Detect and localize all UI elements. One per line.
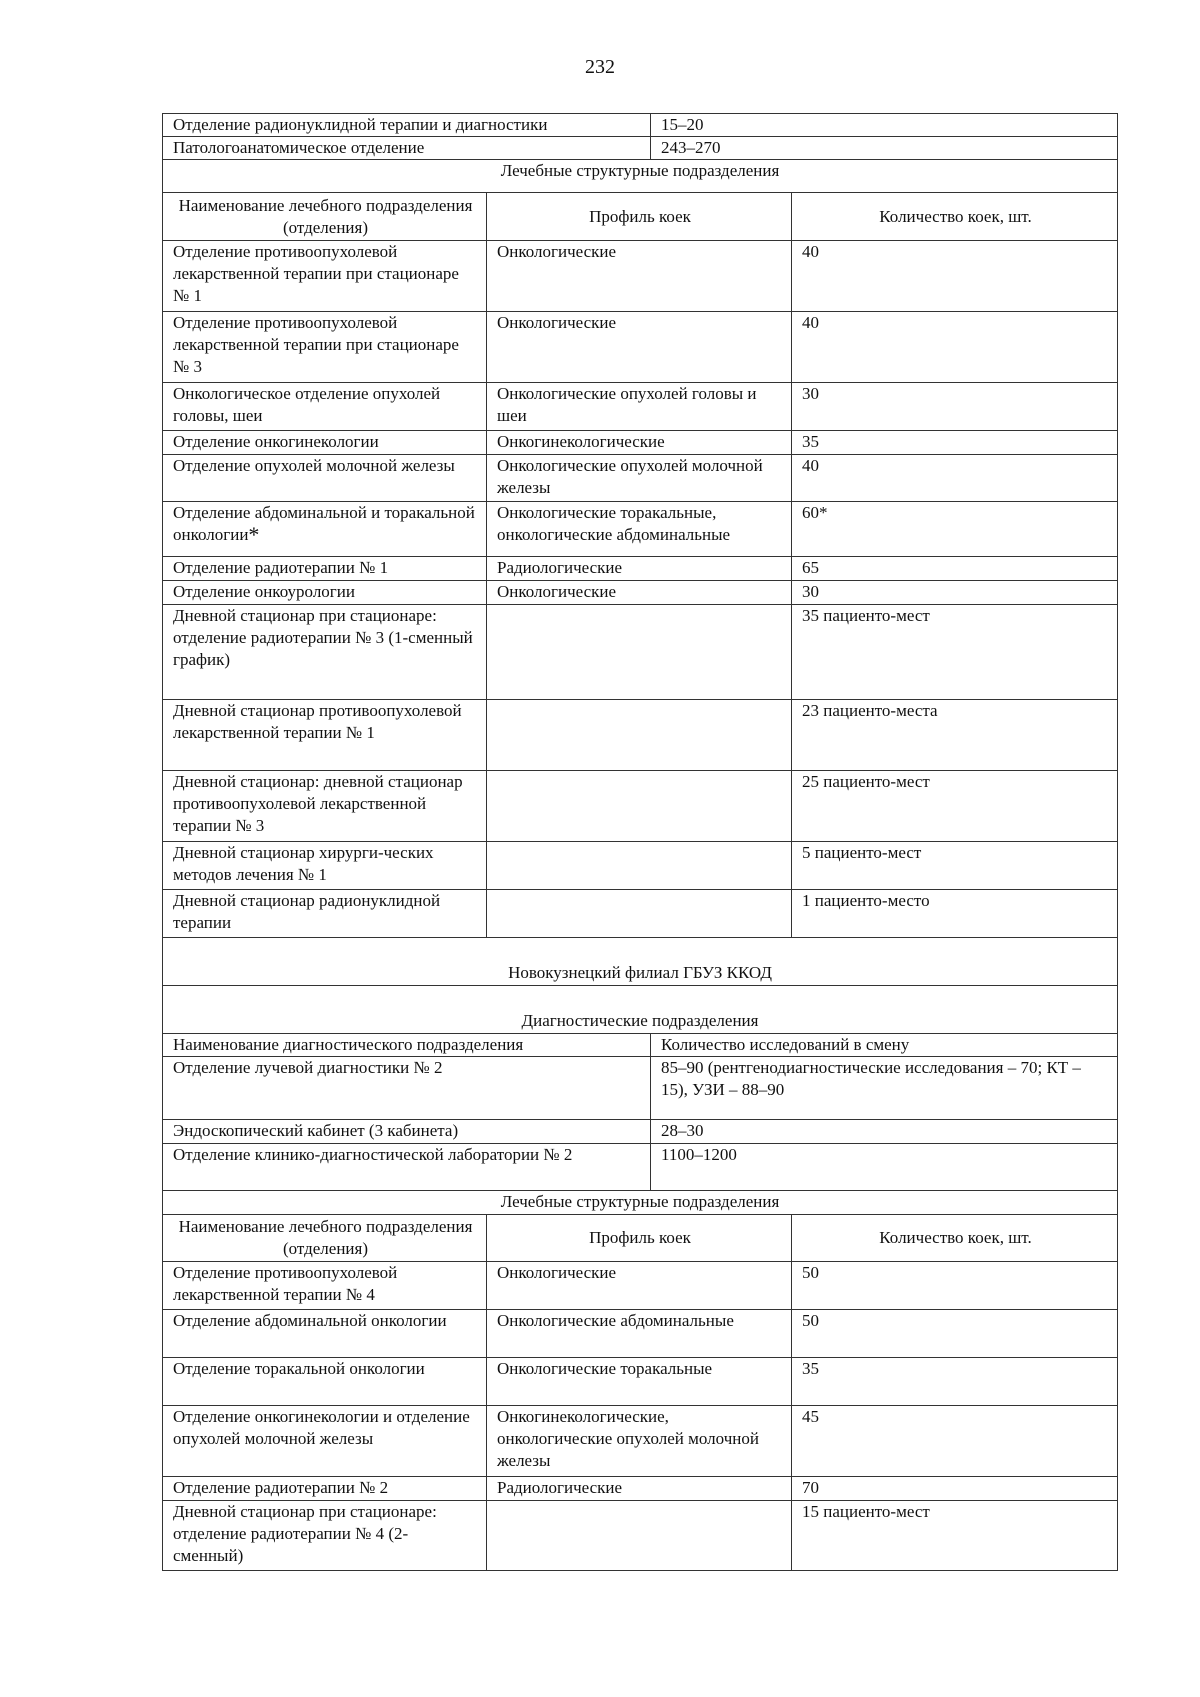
- bed-count: 25 пациенто-мест: [792, 771, 1118, 842]
- unit-value: 243–270: [651, 137, 1118, 160]
- unit-name: Отделение радионуклидной терапии и диагностики: [163, 114, 651, 137]
- table-row: [163, 1057, 1118, 1120]
- bed-profile: Радиологические: [487, 557, 792, 581]
- table-row: [163, 1310, 1118, 1358]
- bed-count: 65: [792, 557, 1118, 581]
- section-title-row: [163, 986, 1118, 1034]
- table-row: [163, 1144, 1118, 1191]
- table-row: [163, 1262, 1118, 1310]
- section-title-row: [163, 1191, 1118, 1215]
- bed-count: 50: [792, 1310, 1118, 1358]
- table-row: [163, 842, 1118, 890]
- bed-profile: Онкологические: [487, 312, 792, 383]
- unit-name: Отделение радиотерапии № 2: [163, 1477, 487, 1501]
- unit-name: Отделение онкогинекологии и отделение опухолей молочной железы: [163, 1406, 487, 1477]
- header-row: [163, 1215, 1118, 1262]
- diagnostic-name: Эндоскопический кабинет (3 кабинета): [163, 1120, 651, 1144]
- unit-name: Отделение противоопухолевой лекарственной терапии при стационаре № 1: [163, 241, 487, 312]
- bed-count: 1 пациенто-место: [792, 890, 1118, 938]
- bed-count: 40: [792, 241, 1118, 312]
- table-row: [163, 137, 1118, 160]
- unit-name: Отделение опухолей молочной железы: [163, 455, 487, 502]
- section-title-row: [163, 160, 1118, 193]
- table-row: [163, 1477, 1118, 1501]
- bed-count: 30: [792, 383, 1118, 431]
- bed-profile: Онкологические опухолей молочной железы: [487, 455, 792, 502]
- column-header-diagnostic-name: Наименование диагностического подразделения: [163, 1034, 651, 1057]
- bed-count: 40: [792, 312, 1118, 383]
- unit-name: Отделение абдоминальной и торакальной онкологии: [173, 503, 475, 544]
- table-row: [163, 114, 1118, 137]
- column-header-name: Наименование лечебного подразделения (отделения): [163, 193, 487, 241]
- table-row: [163, 431, 1118, 455]
- bed-profile: [487, 771, 792, 842]
- table-row: [163, 455, 1118, 502]
- bed-count: 40: [792, 455, 1118, 502]
- diagnostic-name: Отделение лучевой диагностики № 2: [163, 1057, 651, 1120]
- bed-profile: [487, 1501, 792, 1571]
- bed-profile: Онкогинекологические, онкологические опухолей молочной железы: [487, 1406, 792, 1477]
- bed-profile: Онкологические торакальные: [487, 1358, 792, 1406]
- diagnostic-value: 28–30: [651, 1120, 1118, 1144]
- unit-name-cell: [163, 502, 487, 557]
- page-number: 232: [585, 56, 615, 78]
- table-row: [163, 605, 1118, 700]
- unit-name: Дневной стационар противоопухолевой лекарственной терапии № 1: [163, 700, 487, 771]
- unit-name: Дневной стационар при стационаре: отделение радиотерапии № 3 (1-сменный график): [163, 605, 487, 700]
- unit-name: Дневной стационар хирурги-ческих методов лечения № 1: [163, 842, 487, 890]
- footnote-marker: *: [248, 522, 260, 547]
- header-row: [163, 1034, 1118, 1057]
- unit-name: Дневной стационар радионуклидной терапии: [163, 890, 487, 938]
- table-row: [163, 771, 1118, 842]
- column-header-count: Количество коек, шт.: [792, 193, 1118, 241]
- table-row: [163, 312, 1118, 383]
- diagnostic-section-title: Диагностические подразделения: [163, 986, 1118, 1034]
- unit-name: Отделение противоопухолевой лекарственной терапии при стационаре № 3: [163, 312, 487, 383]
- table-row: [163, 1406, 1118, 1477]
- bed-profile: [487, 605, 792, 700]
- diagnostic-value: 85–90 (рентгенодиагностические исследования – 70; КТ – 15), УЗИ – 88–90: [651, 1057, 1118, 1120]
- bed-count: 50: [792, 1262, 1118, 1310]
- unit-name: Отделение онкоурологии: [163, 581, 487, 605]
- bed-count: 70: [792, 1477, 1118, 1501]
- bed-profile: Онкологические торакальные, онкологические абдоминальные: [487, 502, 792, 557]
- table-row: [163, 890, 1118, 938]
- branch-title: Новокузнецкий филиал ГБУЗ ККОД: [163, 938, 1118, 986]
- unit-name: Онкологическое отделение опухолей головы, шеи: [163, 383, 487, 431]
- table-row: [163, 1501, 1118, 1571]
- header-row: [163, 193, 1118, 241]
- bed-profile: Радиологические: [487, 1477, 792, 1501]
- table-row: [163, 1358, 1118, 1406]
- bed-profile: [487, 700, 792, 771]
- bed-profile: Онкологические опухолей головы и шеи: [487, 383, 792, 431]
- bed-count: 35: [792, 431, 1118, 455]
- bed-count: 45: [792, 1406, 1118, 1477]
- column-header-diagnostic-count: Количество исследований в смену: [651, 1034, 1118, 1057]
- table-row: [163, 700, 1118, 771]
- bed-profile: [487, 890, 792, 938]
- bed-count: 5 пациенто-мест: [792, 842, 1118, 890]
- bed-profile: Онкологические: [487, 241, 792, 312]
- diagnostic-value: 1100–1200: [651, 1144, 1118, 1191]
- column-header-count: Количество коек, шт.: [792, 1215, 1118, 1262]
- branch-title-row: [163, 938, 1118, 986]
- bed-count: 23 пациенто-места: [792, 700, 1118, 771]
- bed-count: 15 пациенто-мест: [792, 1501, 1118, 1571]
- bed-profile: [487, 842, 792, 890]
- bed-capacity-table: [162, 113, 1118, 1571]
- bed-count: 35 пациенто-мест: [792, 605, 1118, 700]
- unit-name: Отделение онкогинекологии: [163, 431, 487, 455]
- unit-name: Дневной стационар: дневной стационар противоопухолевой лекарственной терапии № 3: [163, 771, 487, 842]
- unit-name: Отделение радиотерапии № 1: [163, 557, 487, 581]
- unit-name: Дневной стационар при стационаре: отделение радиотерапии № 4 (2-сменный): [163, 1501, 487, 1571]
- unit-name: Отделение торакальной онкологии: [163, 1358, 487, 1406]
- bed-profile: Онкологические: [487, 1262, 792, 1310]
- section-title: Лечебные структурные подразделения: [163, 1191, 1118, 1215]
- bed-profile: Онкогинекологические: [487, 431, 792, 455]
- table-row: [163, 557, 1118, 581]
- column-header-name: Наименование лечебного подразделения (отделения): [163, 1215, 487, 1262]
- bed-count: 60*: [792, 502, 1118, 557]
- table-row: [163, 581, 1118, 605]
- bed-count: 30: [792, 581, 1118, 605]
- section-title: Лечебные структурные подразделения: [163, 160, 1118, 193]
- unit-name: Отделение противоопухолевой лекарственной терапии № 4: [163, 1262, 487, 1310]
- bed-profile: Онкологические: [487, 581, 792, 605]
- unit-name: Патологоанатомическое отделение: [163, 137, 651, 160]
- column-header-profile: Профиль коек: [487, 193, 792, 241]
- diagnostic-name: Отделение клинико-диагностической лаборатории № 2: [163, 1144, 651, 1191]
- table-row: [163, 502, 1118, 557]
- table-row: [163, 383, 1118, 431]
- column-header-profile: Профиль коек: [487, 1215, 792, 1262]
- unit-value: 15–20: [651, 114, 1118, 137]
- table-row: [163, 241, 1118, 312]
- unit-name: Отделение абдоминальной онкологии: [163, 1310, 487, 1358]
- bed-count: 35: [792, 1358, 1118, 1406]
- bed-profile: Онкологические абдоминальные: [487, 1310, 792, 1358]
- table-row: [163, 1120, 1118, 1144]
